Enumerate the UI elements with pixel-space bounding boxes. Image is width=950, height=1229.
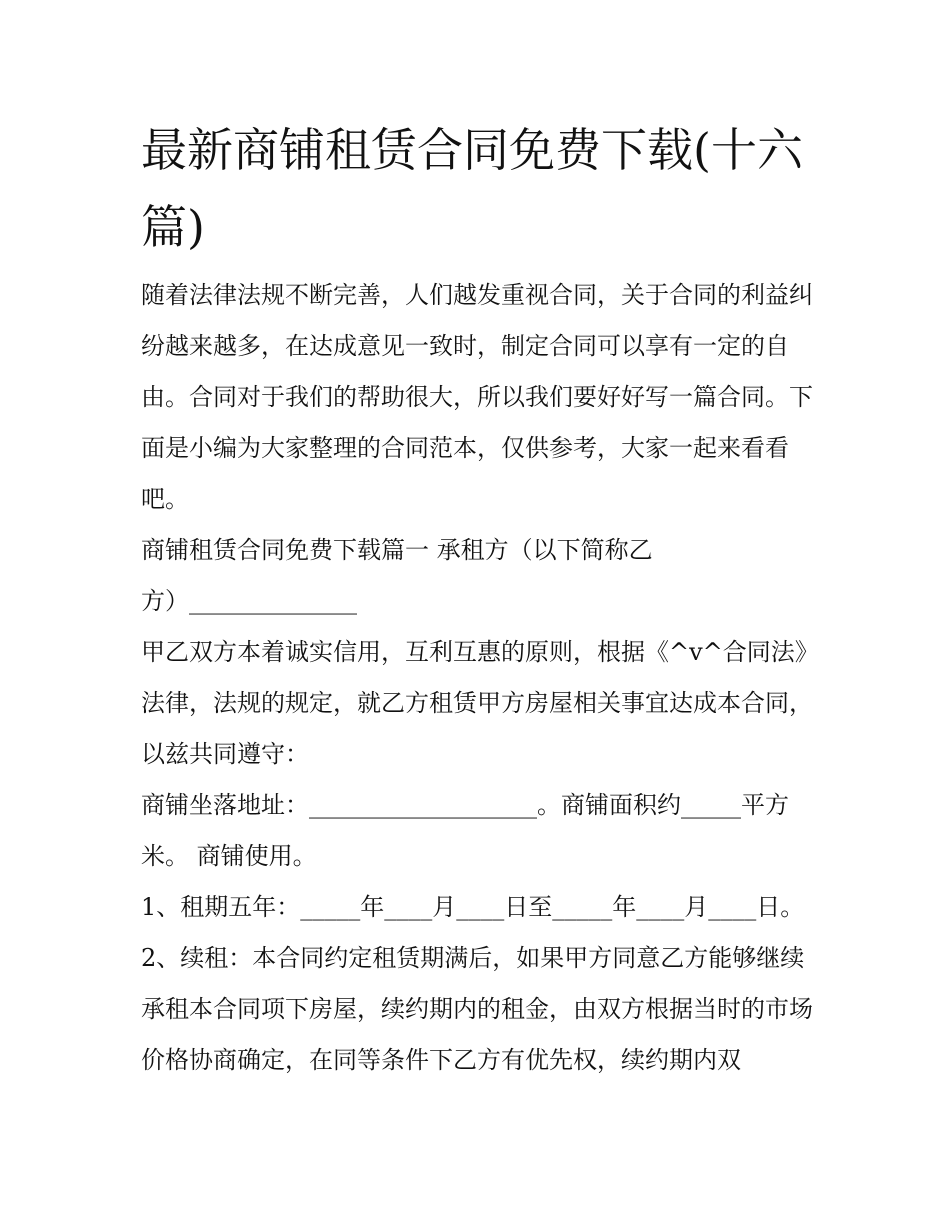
lease-term-paragraph: 1、租期五年：_____年____月____日至_____年____月____日。: [141, 893, 805, 921]
shop-address-paragraph: 商铺坐落地址：___________________。商铺面积约_____平方米。 商铺使用。: [141, 791, 789, 870]
document-title: 最新商铺租赁合同免费下载(十六篇): [141, 123, 803, 254]
principle-paragraph: 甲乙双方本着诚实信用，互利互惠的原则，根据《^v^合同法》法律，法规的规定，就乙方租赁甲方房屋相关事宜达成本合同，以兹共同遵守：: [141, 638, 813, 768]
renewal-paragraph: 2、续租：本合同约定租赁期满后，如果甲方同意乙方能够继续承租本合同项下房屋，续约期内的租金，由双方根据当时的市场价格协商确定，在同等条件下乙方有优先权，续约期内双: [141, 944, 813, 1074]
document-body: [141, 112, 813, 1086]
intro-paragraph: 随着法律法规不断完善，人们越发重视合同，关于合同的利益纠纷越来越多，在达成意见一致时，制定合同可以享有一定的自由。合同对于我们的帮助很大，所以我们要好好写一篇合同。下面是小编为大家整理的合同范本，仅供参考，大家一起来看看吧。: [141, 281, 813, 513]
tenant-paragraph: 商铺租赁合同免费下载篇一 承租方（以下简称乙方）______________: [141, 536, 653, 615]
